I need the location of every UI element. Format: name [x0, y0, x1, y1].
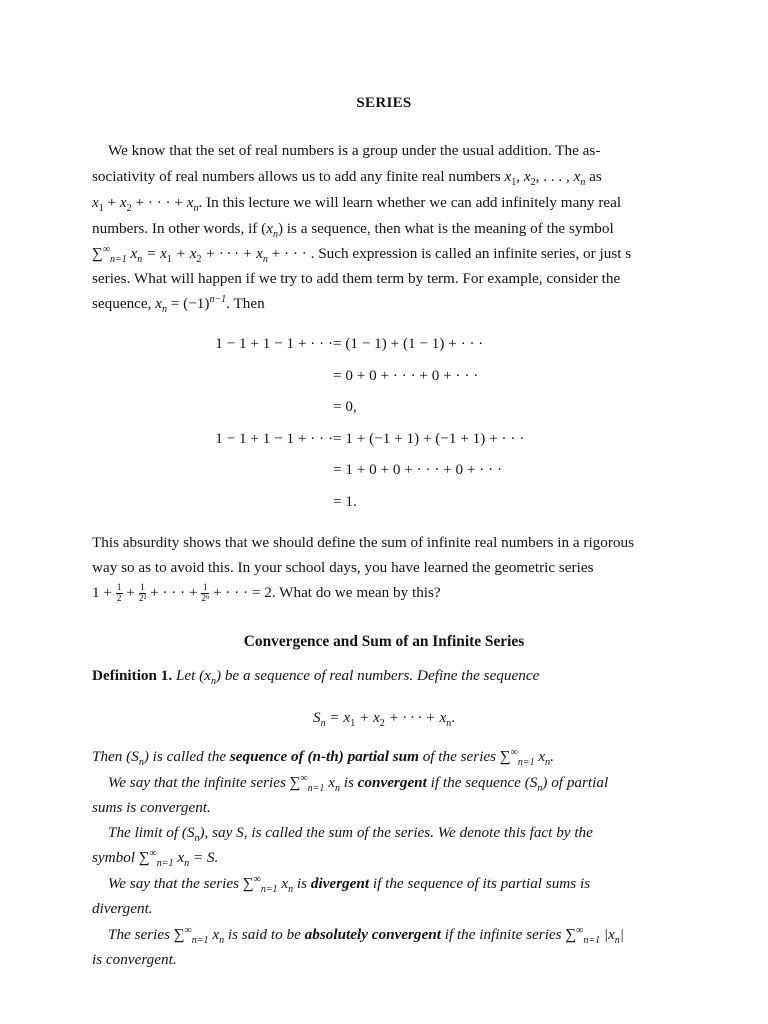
definition-para-2-line-1: We say that the infinite series $\sum^\infty_{n=1}$ $x_n$ is convergent if the sequence $(S_n)$ of partial	[108, 772, 609, 795]
intro-line-7: sequence, $x_n = (-1)^{n-1}$. Then	[92, 293, 265, 316]
equation-rhs-6: = 1.	[333, 493, 357, 510]
absurd-line-2: way so as to avoid this. In your school days, you have learned the geometric series	[92, 559, 594, 576]
definition-para-1: Then $(S_n)$ is called the sequence of (n-th) partial sum of the series $\sum^\infty_{n=1}$ $x_n$.	[92, 746, 554, 769]
definition-para-4-line-1: We say that the series $\sum^\infty_{n=1}$ $x_n$ is divergent if the sequence of its partial sums is	[108, 873, 591, 896]
definition-para-3-line-1: The limit of $(S_n)$, say S, is called the sum of the series. We denote this fact by the	[108, 824, 593, 845]
definition-para-2-line-2: sums is convergent.	[92, 799, 211, 816]
equation-rhs-3: = 0,	[333, 398, 357, 415]
fraction-nth: $\frac{1}{\text{2ⁿ}}$	[201, 583, 210, 604]
intro-line-3: $x_1 + x_2$ + · · · + $x_n$. In this lecture we will learn whether we can add infinitely many real	[92, 194, 622, 215]
equation-rhs-4: = 1 + (−1 + 1) + (−1 + 1) + · · ·	[333, 430, 525, 447]
intro-line-1: We know that the set of real numbers is a group under the usual addition. The as-	[108, 142, 601, 159]
intro-line-5: $\sum^\infty_{n=1}$ $x_n = x_1 + x_2$ + · · · + $x_n$ + · · · . Such expression is called an infinite series, or just s	[92, 243, 632, 266]
fraction-half: $\frac{1}{2}$	[116, 583, 122, 604]
absurd-line-1: This absurdity shows that we should define the sum of infinite real numbers in a rigorous	[92, 534, 635, 551]
intro-line-6: series. What will happen if we try to add them term by term. For example, consider the	[92, 270, 621, 287]
absurd-line-3: 1 + $\frac{1}{2}$ + $\frac{1}{\text{2²}}$ + · · · + $\frac{1}{\text{2ⁿ}}$ + · · · = 2. What do we mean by this?	[92, 583, 441, 604]
equation-rhs-2: = 0 + 0 + · · · + 0 + · · ·	[333, 367, 479, 384]
definition-para-3-line-2: symbol $\sum^\infty_{n=1}$ $x_n = S$.	[92, 847, 219, 870]
fraction-quarter: $\frac{1}{\text{2²}}$	[138, 583, 147, 604]
equation-lhs-1: 1 − 1 + 1 − 1 + · · ·	[215, 335, 333, 352]
definition-para-4-line-2: divergent.	[92, 900, 153, 917]
page-title: SERIES	[356, 95, 412, 111]
section-title: Convergence and Sum of an Infinite Series	[243, 633, 525, 650]
definition-para-5-line-2: is convergent.	[92, 951, 177, 968]
definition-line-1: Definition 1. Let $(x_n)$ be a sequence of real numbers. Define the sequence	[92, 667, 540, 688]
equation-rhs-1: = (1 − 1) + (1 − 1) + · · ·	[333, 335, 484, 352]
equation-rhs-5: = 1 + 0 + 0 + · · · + 0 + · · ·	[333, 461, 503, 478]
definition-para-5-line-1: The series $\sum^\infty_{n=1}$ $x_n$ is said to be absolutely convergent if the infinite series $\sum^\infty_{n=1}$ $|x_n|$	[108, 924, 624, 947]
definition-equation: $S_n = x_1 + x_2$ + · · · + $x_n$.	[313, 709, 455, 730]
equation-lhs-4: 1 − 1 + 1 − 1 + · · ·	[215, 430, 333, 447]
intro-line-2: sociativity of real numbers allows us to add any finite real numbers $x_1$, $x_2$, . . . , $x_n$ as	[92, 168, 602, 189]
intro-line-4: numbers. In other words, if $(x_n)$ is a sequence, then what is the meaning of the symbol	[92, 220, 614, 241]
